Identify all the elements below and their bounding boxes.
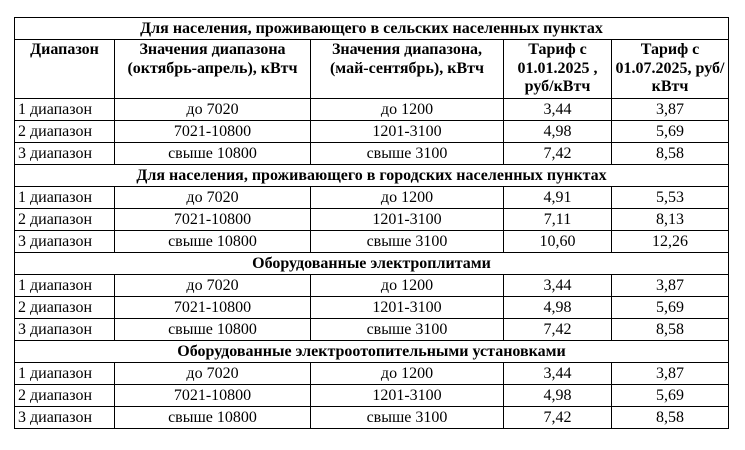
tariff-jul-cell: 8,13	[612, 208, 729, 230]
section-title-electric-heating: Оборудованные электроотопительными установками	[15, 340, 729, 362]
tariff-jan-cell: 4,98	[504, 296, 612, 318]
winter-cell: 7021-10800	[115, 208, 311, 230]
tariff-jul-cell: 12,26	[612, 230, 729, 252]
winter-cell: 7021-10800	[115, 120, 311, 142]
winter-cell: свыше 10800	[115, 142, 311, 164]
tariff-jul-cell: 3,87	[612, 98, 729, 120]
section-title-rural: Для населения, проживающего в сельских населенных пунктах	[15, 18, 729, 40]
tariff-jul-cell: 8,58	[612, 406, 729, 428]
tariff-jul-cell: 5,69	[612, 296, 729, 318]
summer-cell: 1201-3100	[311, 296, 504, 318]
range-cell: 3 диапазон	[15, 230, 115, 252]
header-range: Диапазон	[15, 40, 115, 99]
summer-cell: 1201-3100	[311, 208, 504, 230]
header-tariff-jul: Тариф с 01.07.2025, руб/кВтч	[612, 40, 729, 99]
tariff-jan-cell: 3,44	[504, 98, 612, 120]
table-row	[15, 186, 729, 208]
table-row	[15, 406, 729, 428]
winter-cell: до 7020	[115, 98, 311, 120]
tariff-jul-cell: 8,58	[612, 318, 729, 340]
table-row	[15, 318, 729, 340]
table-row	[15, 142, 729, 164]
tariff-jul-cell: 3,87	[612, 274, 729, 296]
range-cell: 2 диапазон	[15, 208, 115, 230]
tariff-jul-cell: 8,58	[612, 142, 729, 164]
winter-cell: 7021-10800	[115, 296, 311, 318]
range-cell: 1 диапазон	[15, 186, 115, 208]
summer-cell: свыше 3100	[311, 142, 504, 164]
winter-cell: до 7020	[115, 274, 311, 296]
tariff-jan-cell: 3,44	[504, 274, 612, 296]
tariff-jan-cell: 7,42	[504, 318, 612, 340]
range-cell: 1 диапазон	[15, 274, 115, 296]
tariff-jan-cell: 4,91	[504, 186, 612, 208]
summer-cell: до 1200	[311, 362, 504, 384]
range-cell: 3 диапазон	[15, 318, 115, 340]
winter-cell: 7021-10800	[115, 384, 311, 406]
range-cell: 1 диапазон	[15, 362, 115, 384]
range-cell: 3 диапазон	[15, 406, 115, 428]
tariff-jul-cell: 5,69	[612, 120, 729, 142]
tariff-jan-cell: 7,42	[504, 142, 612, 164]
table-row	[15, 274, 729, 296]
winter-cell: свыше 10800	[115, 230, 311, 252]
summer-cell: свыше 3100	[311, 406, 504, 428]
tariff-jan-cell: 4,98	[504, 384, 612, 406]
summer-cell: 1201-3100	[311, 120, 504, 142]
tariff-jan-cell: 7,11	[504, 208, 612, 230]
table-row	[15, 384, 729, 406]
range-cell: 2 диапазон	[15, 384, 115, 406]
tariff-table	[14, 17, 729, 429]
table-row	[15, 120, 729, 142]
table-row	[15, 296, 729, 318]
section-header-row	[15, 18, 729, 40]
tariff-jan-cell: 10,60	[504, 230, 612, 252]
winter-cell: свыше 10800	[115, 318, 311, 340]
section-header-row	[15, 340, 729, 362]
range-cell: 1 диапазон	[15, 98, 115, 120]
tariff-jul-cell: 5,53	[612, 186, 729, 208]
section-header-row	[15, 252, 729, 274]
table-row	[15, 362, 729, 384]
header-summer: Значения диапазона, (май-сентябрь), кВтч	[311, 40, 504, 99]
winter-cell: до 7020	[115, 362, 311, 384]
section-title-urban: Для населения, проживающего в городских населенных пунктах	[15, 164, 729, 186]
table-row	[15, 208, 729, 230]
table-row	[15, 98, 729, 120]
summer-cell: свыше 3100	[311, 230, 504, 252]
tariff-jan-cell: 7,42	[504, 406, 612, 428]
summer-cell: свыше 3100	[311, 318, 504, 340]
column-header-row	[15, 40, 729, 99]
tariff-jan-cell: 3,44	[504, 362, 612, 384]
winter-cell: до 7020	[115, 186, 311, 208]
range-cell: 2 диапазон	[15, 120, 115, 142]
table-row	[15, 230, 729, 252]
summer-cell: до 1200	[311, 186, 504, 208]
header-tariff-jan: Тариф с 01.01.2025 , руб/кВтч	[504, 40, 612, 99]
tariff-jan-cell: 4,98	[504, 120, 612, 142]
range-cell: 2 диапазон	[15, 296, 115, 318]
summer-cell: до 1200	[311, 98, 504, 120]
section-title-electric-stoves: Оборудованные электроплитами	[15, 252, 729, 274]
range-cell: 3 диапазон	[15, 142, 115, 164]
header-winter: Значения диапазона (октябрь-апрель), кВтч	[115, 40, 311, 99]
summer-cell: до 1200	[311, 274, 504, 296]
tariff-jul-cell: 3,87	[612, 362, 729, 384]
winter-cell: свыше 10800	[115, 406, 311, 428]
summer-cell: 1201-3100	[311, 384, 504, 406]
tariff-jul-cell: 5,69	[612, 384, 729, 406]
section-header-row	[15, 164, 729, 186]
